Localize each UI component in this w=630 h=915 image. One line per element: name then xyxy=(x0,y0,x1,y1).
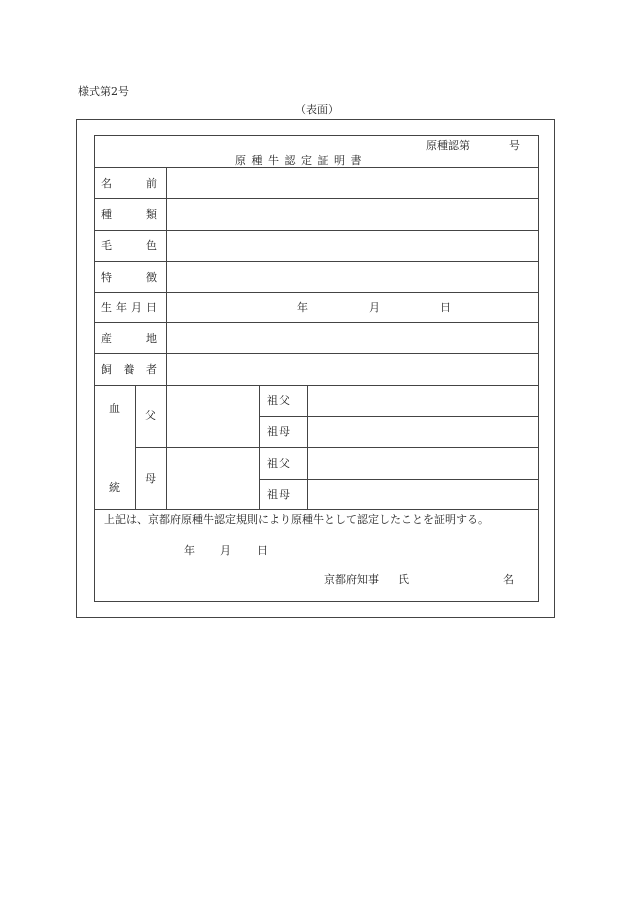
issue-year-unit: 年 xyxy=(184,544,195,557)
pedigree-label-bottom: 統 xyxy=(109,481,120,494)
label-birth-place: 産 地 xyxy=(101,332,157,345)
certification-statement: 上記は、京都府原種牛認定規則により原種牛として認定したことを証明する。 xyxy=(104,513,489,526)
label-breed: 種 類 xyxy=(101,208,157,221)
pedigree-mother: 母 xyxy=(145,472,156,485)
cert-number-prefix: 原種認第 xyxy=(426,139,470,152)
label-birth-date: 生 年 月 日 xyxy=(101,301,157,314)
birth-day-unit: 日 xyxy=(440,301,451,314)
label-name: 名 前 xyxy=(101,177,157,190)
form-number: 様式第2号 xyxy=(78,85,129,98)
maternal-grandmother: 祖 母 xyxy=(267,488,290,501)
issue-day-unit: 日 xyxy=(257,544,268,557)
issuer-name-left: 氏 xyxy=(398,573,409,586)
paternal-grandmother: 祖 母 xyxy=(267,425,290,438)
certificate-title: 原 種 牛 認 定 証 明 書 xyxy=(235,154,363,167)
issue-month-unit: 月 xyxy=(220,544,231,557)
birth-month-unit: 月 xyxy=(369,301,380,314)
label-coat-color: 毛 色 xyxy=(101,239,157,252)
label-features: 特 徴 xyxy=(101,271,157,284)
birth-year-unit: 年 xyxy=(297,301,308,314)
pedigree-label-top: 血 xyxy=(109,402,120,415)
side-label: （表面） xyxy=(295,103,339,116)
issuer-title: 京都府知事 xyxy=(324,573,379,586)
paternal-grandfather: 祖 父 xyxy=(267,394,290,407)
label-breeder: 飼 養 者 xyxy=(101,363,157,376)
pedigree-father: 父 xyxy=(145,409,156,422)
maternal-grandfather: 祖 父 xyxy=(267,457,290,470)
issuer-name-right: 名 xyxy=(503,573,514,586)
cert-number-suffix: 号 xyxy=(509,139,520,152)
certificate-table xyxy=(94,135,539,602)
